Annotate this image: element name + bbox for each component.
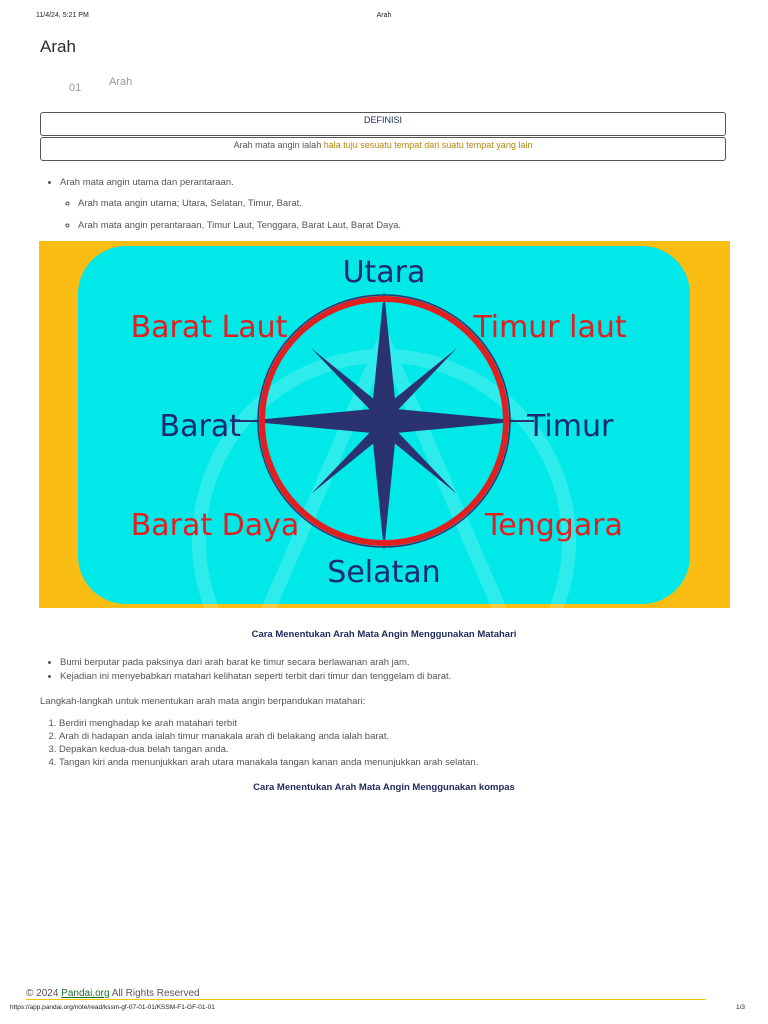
steps-list bbox=[59, 717, 478, 769]
pandai-link[interactable]: Pandai.org bbox=[61, 988, 110, 999]
label-southeast: Tenggara bbox=[485, 508, 623, 543]
list-item: 3. Depakan kedua-dua belah tangan anda. bbox=[59, 743, 478, 756]
definition-text: Arah mata angin ialah bbox=[233, 140, 324, 150]
definition-heading: DEFINISI bbox=[363, 115, 402, 125]
print-tab-title: Arah bbox=[376, 12, 392, 19]
list-item: • Bumi berputar pada paksinya dari arah barat ke timur secara berlawanan arah jam. bbox=[60, 656, 451, 669]
sun-bullet-list bbox=[60, 656, 451, 683]
page-number: 1/3 bbox=[736, 1004, 746, 1011]
label-northwest: Barat Laut bbox=[130, 310, 288, 345]
label-west: Barat bbox=[159, 409, 241, 444]
chapter-name[interactable]: Arah bbox=[109, 76, 133, 88]
label-north: Utara bbox=[342, 255, 426, 290]
label-northeast: Timur laut bbox=[473, 310, 627, 345]
compass-diagram bbox=[39, 241, 730, 608]
chapter-number: 01 bbox=[69, 82, 82, 94]
list-item: 2. Arah di hadapan anda ialah timur manakala arah di belakang anda ialah barat. bbox=[59, 730, 478, 743]
intro-bullet-list bbox=[60, 176, 401, 232]
list-item: ◦ Arah mata angin utama; Utara, Selatan, Timur, Barat. bbox=[78, 197, 401, 210]
copyright-suffix: All Rights Reserved bbox=[109, 988, 200, 999]
print-url: https://app.pandai.org/note/read/kssm-gf-07-01-01/KSSM-F1-GF-01-01 bbox=[10, 1004, 215, 1011]
footer-divider bbox=[26, 999, 706, 1000]
list-item-text: Arah mata angin utama dan perantaraan. bbox=[60, 177, 234, 188]
list-item bbox=[60, 176, 401, 232]
print-datetime: 11/4/24, 5:21 PM bbox=[36, 12, 89, 19]
label-east: Timur bbox=[527, 409, 614, 444]
list-item: 1. Berdiri menghadap ke arah matahari terbit bbox=[59, 717, 478, 730]
label-southwest: Barat Daya bbox=[130, 508, 300, 543]
list-item: ◦ Arah mata angin perantaraan, Timur Laut, Tenggara, Barat Laut, Barat Daya. bbox=[78, 219, 401, 232]
steps-intro: Langkah-langkah untuk menentukan arah mata angin berpandukan matahari: bbox=[40, 696, 366, 707]
definition-highlight: hala tuju sesuatu tempat dari suatu tempat yang lain bbox=[323, 140, 533, 150]
compass-section-heading: Cara Menentukan Arah Mata Angin Menggunakan kompas bbox=[253, 782, 515, 793]
footer-copyright bbox=[26, 988, 200, 999]
page-title: Arah bbox=[40, 37, 76, 56]
sun-section-heading: Cara Menentukan Arah Mata Angin Menggunakan Matahari bbox=[251, 629, 517, 640]
list-item: • Kejadian ini menyebabkan matahari kelihatan seperti terbit dari timur dan tenggelam di barat. bbox=[60, 670, 451, 683]
label-south: Selatan bbox=[327, 555, 441, 590]
list-item: 4. Tangan kiri anda menunjukkan arah utara manakala tangan kanan anda menunjukkan arah selatan. bbox=[59, 756, 478, 769]
definition-heading-box bbox=[40, 112, 726, 136]
copyright-prefix: © 2024 bbox=[26, 988, 62, 999]
definition-body-box bbox=[40, 137, 726, 161]
